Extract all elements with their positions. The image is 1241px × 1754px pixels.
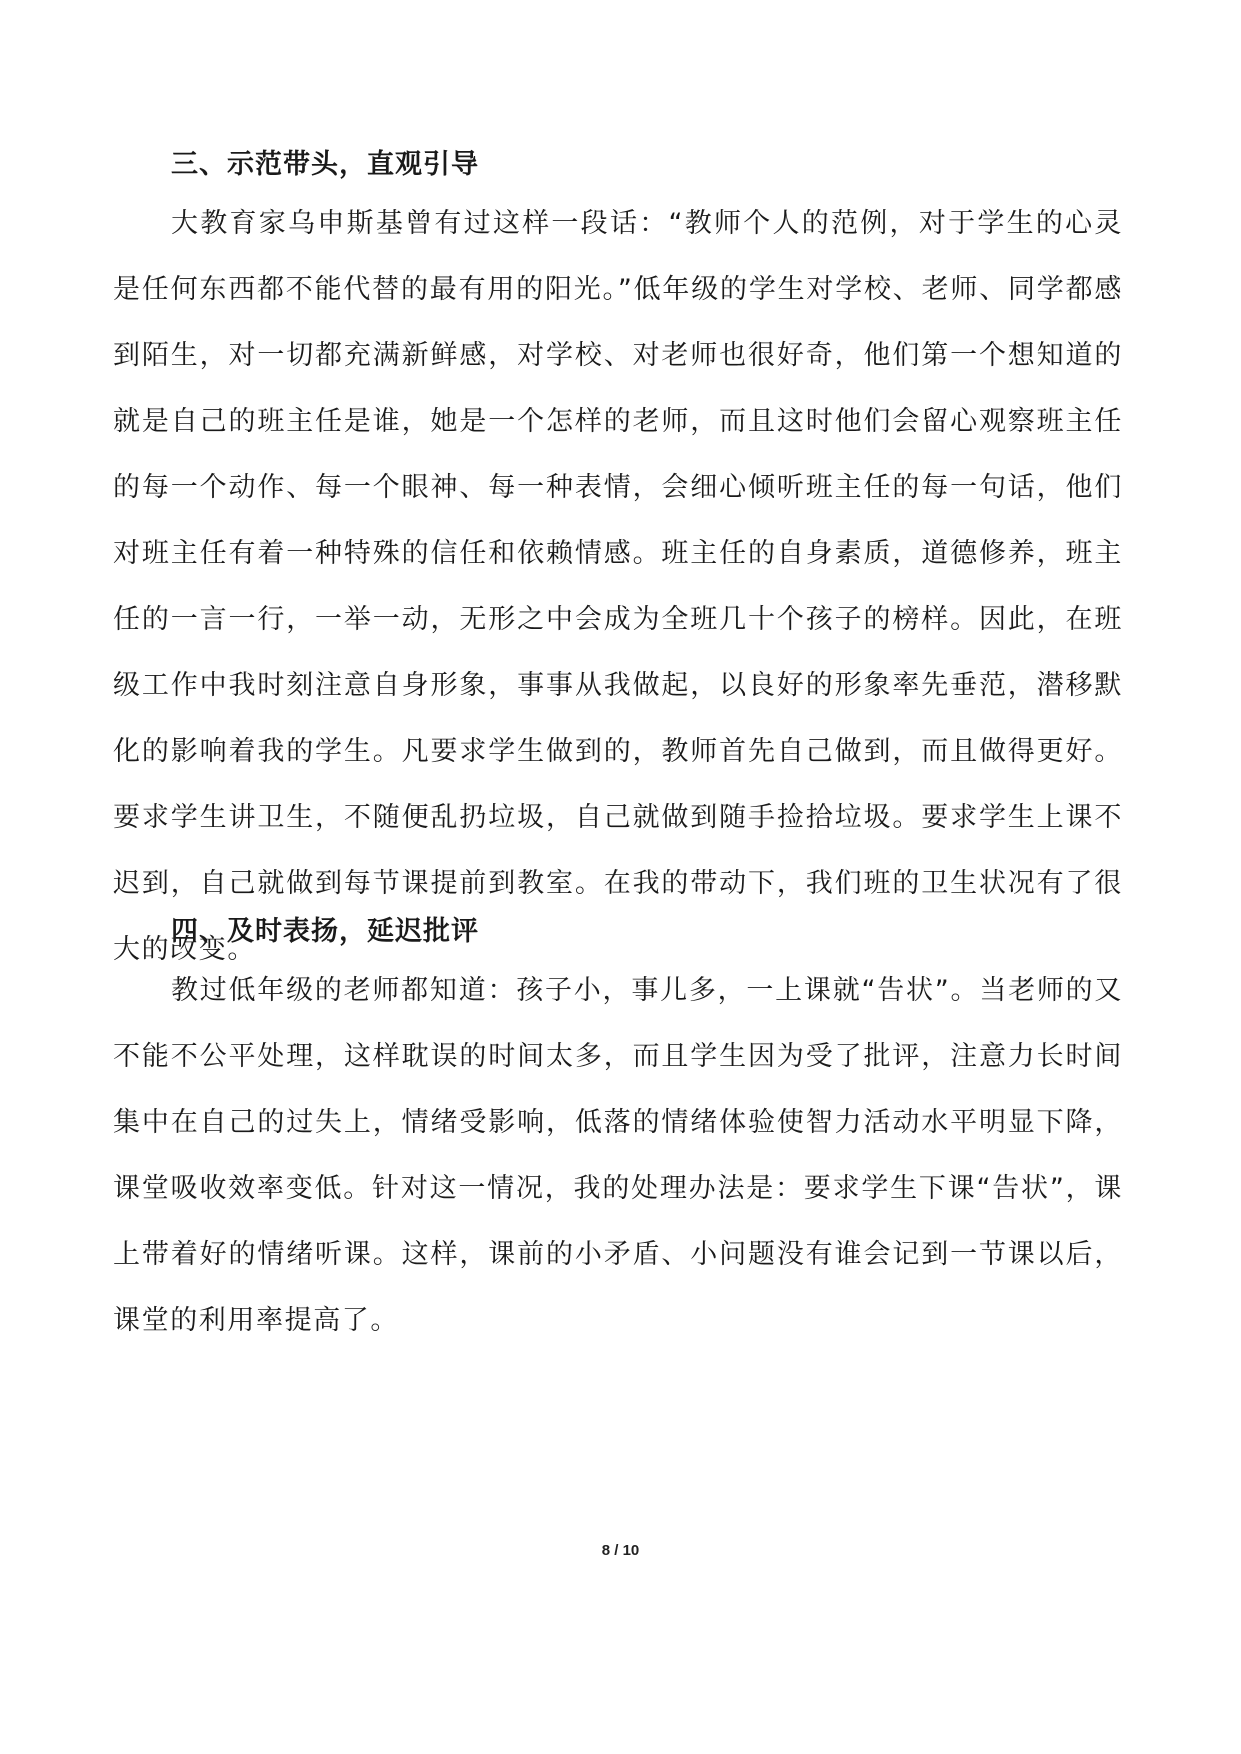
- section-3-heading: 三、示范带头，直观引导: [171, 149, 479, 180]
- section-4-heading: 四、及时表扬，延迟批评: [171, 916, 479, 947]
- section-3-paragraph: 大教育家乌申斯基曾有过这样一段话：“教师个人的范例，对于学生的心灵是任何东西都不能代替的最有用的阳光。”低年级的学生对学校、老师、同学都感到陌生，对一切都充满新鲜感，对学校、对老师也很好奇，他们第一个想知道的就是自己的班主任是谁，她是一个怎样的老师，而且这时他们会留心观察班主任的每一个动作、每一个眼神、每一种表情，会细心倾听班主任的每一句话，他们对班主任有着一种特殊的信任和依赖情感。班主任的自身素质，道德修养，班主任的一言一行，一举一动，无形之中会成为全班几十个孩子的榜样。因此，在班级工作中我时刻注意自身形象，事事从我做起，以良好的形象率先垂范，潜移默化的影响着我的学生。凡要求学生做到的，教师首先自己做到，而且做得更好。要求学生讲卫生，不随便乱扔垃圾，自己就做到随手捡拾垃圾。要求学生上课不迟到，自己就做到每节课提前到教室。在我的带动下，我们班的卫生状况有了很大的改变。: [113, 208, 1123, 965]
- document-page: [113, 0, 1123, 1754]
- page-number: 8 / 10: [601, 1542, 640, 1559]
- section-4-paragraph: 教过低年级的老师都知道：孩子小，事儿多，一上课就“告状”。当老师的又不能不公平处理，这样耽误的时间太多，而且学生因为受了批评，注意力长时间集中在自己的过失上，情绪受影响，低落的情绪体验使智力活动水平明显下降，课堂吸收效率变低。针对这一情况，我的处理办法是：要求学生下课“告状”，课上带着好的情绪听课。这样，课前的小矛盾、小问题没有谁会记到一节课以后，课堂的利用率提高了。: [113, 975, 1123, 1336]
